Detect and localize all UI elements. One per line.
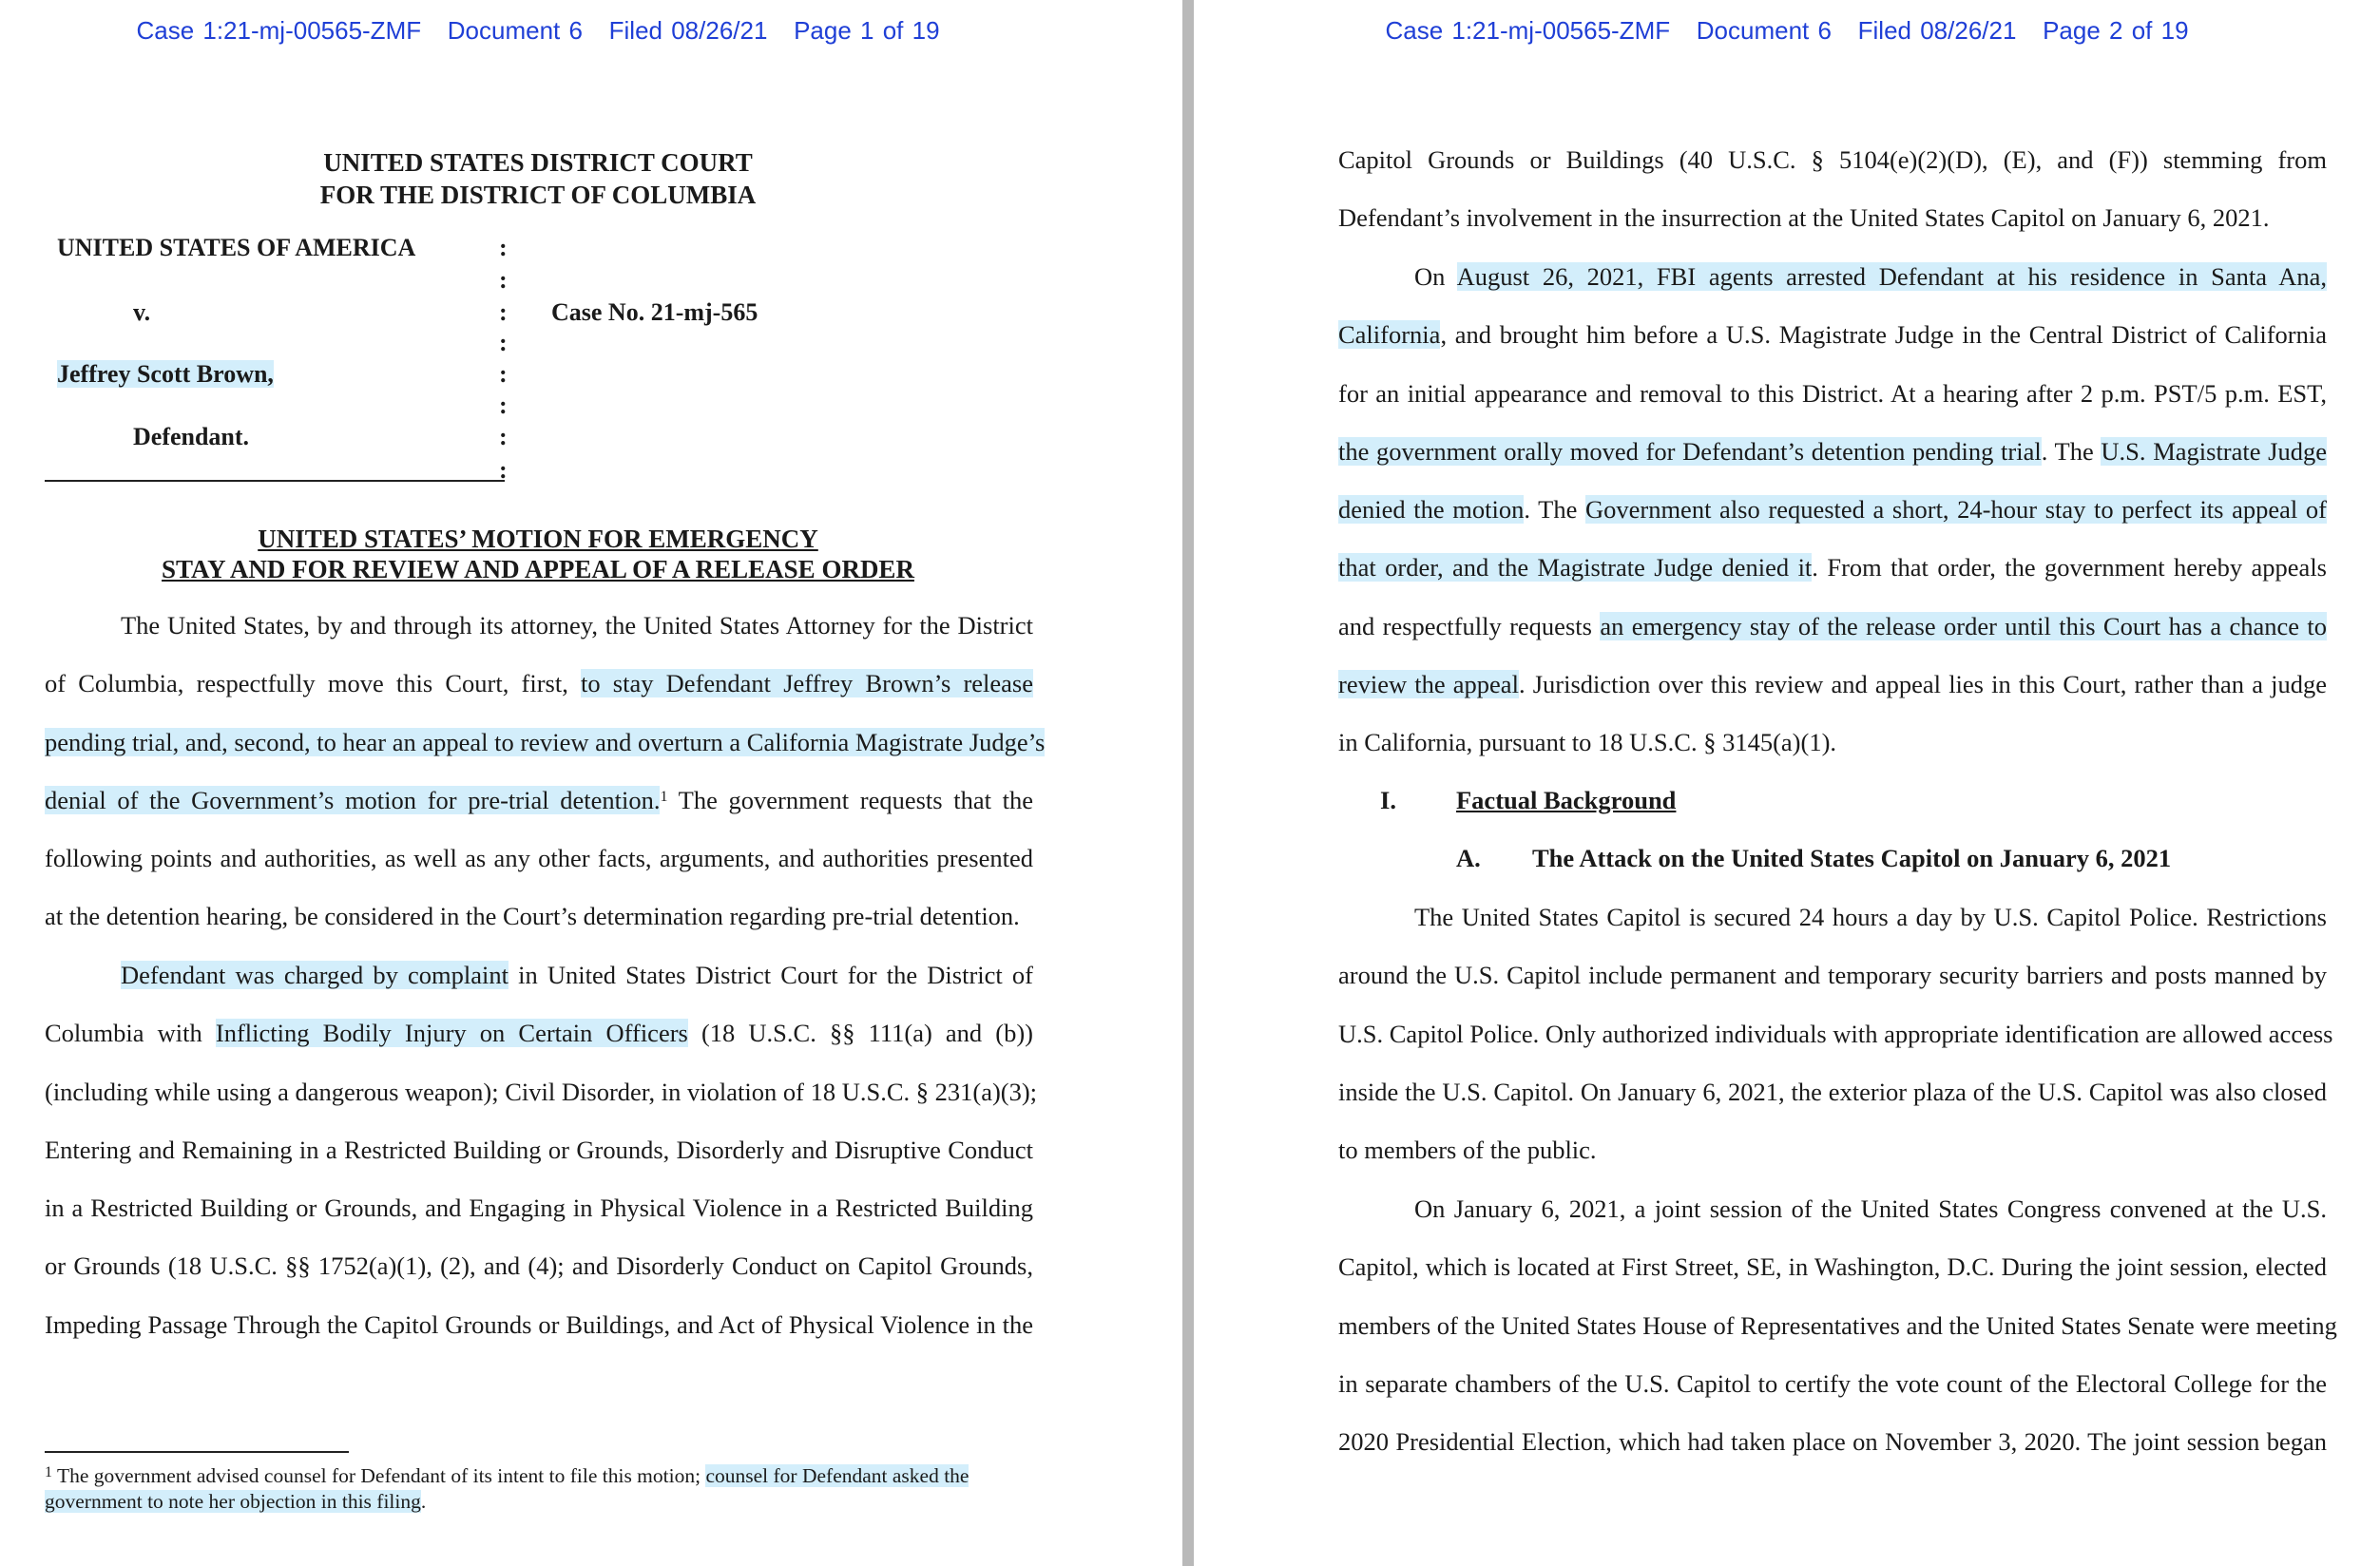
text-line: On January 6, 2021, a joint session of the United States Congress convened at the U.S. xyxy=(1414,1194,2327,1223)
text-line: Capitol Grounds or Buildings (40 U.S.C. § 5104(e)(2)(D), (E), and (F)) stemming from xyxy=(1338,145,2327,174)
text-line xyxy=(45,772,1033,830)
caption-colon: : xyxy=(499,266,508,294)
subsection-heading: The Attack on the United States Capitol on January 6, 2021 xyxy=(1532,844,2172,872)
footnote-reference[interactable]: 1 xyxy=(660,788,668,805)
text-line: Entering and Remaining in a Restricted Building or Grounds, Disorderly and Disruptive Conduct xyxy=(45,1135,1033,1164)
subsection-number: A. xyxy=(1456,844,1481,872)
section-heading: Factual Background xyxy=(1456,786,1677,814)
footnote-marker: 1 xyxy=(45,1464,52,1480)
caption-colon: : xyxy=(499,360,508,388)
highlight: August 26, 2021, FBI agents arrested Defendant at his residence in Santa Ana, xyxy=(1456,262,2327,291)
page-header: Case 1:21-mj-00565-ZMF Document 6 Filed 08/26/21 Page 1 of 19 xyxy=(136,16,940,45)
highlight: Government also requested a short, 24-hour stay to perfect its appeal of xyxy=(1584,495,2327,525)
caption-versus: v. xyxy=(133,298,151,326)
caption-colon: : xyxy=(499,392,508,419)
text-line: Impeding Passage Through the Capitol Grounds or Buildings, and Act of Physical Violence in the xyxy=(45,1309,1033,1339)
caption-colon: : xyxy=(499,423,508,450)
text-line: for an initial appearance and removal to this District. At a hearing after 2 p.m. PST/5 p.m. EST, xyxy=(1338,378,2327,408)
text-line: in a Restricted Building or Grounds, and Engaging in Physical Violence in a Restricted Building xyxy=(45,1194,1033,1223)
court-name xyxy=(0,146,1076,211)
text-line: The United States, by and through its attorney, the United States Attorney for the District xyxy=(121,611,1033,640)
highlight: pending trial, and, second, to hear an appeal to review and overturn a California Magistrate Judge’s xyxy=(45,727,1046,756)
caption-colon: : xyxy=(499,234,508,261)
highlight: an emergency stay of the release order until this Court has a chance to xyxy=(1600,611,2327,640)
text-line: Defendant’s involvement in the insurrection at the United States Capitol on January 6, 2021. xyxy=(1338,203,2270,233)
highlight: that order, and the Magistrate Judge denied it xyxy=(1338,553,1813,582)
text-line: The United States Capitol is secured 24 hours a day by U.S. Capitol Police. Restrictions xyxy=(1414,903,2327,931)
text-line xyxy=(1338,423,2327,481)
text-line: 2020 Presidential Election, which had taken place on November 3, 2020. The joint session began xyxy=(1338,1427,2327,1457)
text-span: in United States District Court for the District of xyxy=(509,961,1033,989)
highlight: Defendant was charged by complaint xyxy=(121,961,509,989)
footnote xyxy=(45,1463,1033,1515)
document-page-1 xyxy=(0,0,1182,1566)
highlight: denial of the Government’s motion for pre-trial detention. xyxy=(45,785,661,814)
text-line: in separate chambers of the U.S. Capitol to certify the vote count of the Electoral College for the xyxy=(1338,1368,2327,1398)
caption-rule xyxy=(45,480,505,482)
highlight: denied the motion xyxy=(1338,495,1525,525)
footnote-rule xyxy=(45,1451,349,1453)
text-line: Capitol, which is located at First Street, SE, in Washington, D.C. During the joint session, elected xyxy=(1338,1252,2327,1282)
arrest-paragraph xyxy=(1338,248,2327,773)
case-number: Case No. 21-mj-565 xyxy=(551,298,758,326)
caption-defendant-name xyxy=(57,360,274,389)
text-line xyxy=(1338,656,2327,714)
text-span: of Columbia, respectfully move this Court, first, xyxy=(45,669,582,698)
text-span: . The xyxy=(1524,495,1585,525)
charges-paragraph xyxy=(45,946,1038,1354)
caption-colon: : xyxy=(499,329,508,356)
text-span: Columbia with xyxy=(45,1019,216,1048)
text-line: members of the United States House of Representatives and the United States Senate were meeting xyxy=(1338,1310,2337,1340)
caption-defendant-label: Defendant. xyxy=(133,423,250,450)
caption-plaintiff: UNITED STATES OF AMERICA xyxy=(57,234,416,261)
highlight: U.S. Magistrate Judge xyxy=(2101,436,2327,466)
text-line: inside the U.S. Capitol. On January 6, 2021, the exterior plaza of the U.S. Capitol was also closed xyxy=(1338,1077,2327,1106)
text-span: On xyxy=(1414,262,1457,291)
text-line xyxy=(45,1004,1033,1062)
section-number: I. xyxy=(1380,786,1396,814)
text-span: . Jurisdiction over this review and appeal lies in this Court, rather than a judge xyxy=(1518,670,2328,699)
highlight: government to note her objection in this filing xyxy=(45,1490,421,1513)
text-line: around the U.S. Capitol include permanent and temporary security barriers and posts manned by xyxy=(1338,961,2327,990)
text-line xyxy=(1338,598,2327,656)
text-line xyxy=(45,655,1033,713)
highlight: counsel for Defendant asked the xyxy=(705,1464,969,1487)
continuation-paragraph xyxy=(1338,131,2327,248)
text-line: (including while using a dangerous weapon); Civil Disorder, in violation of 18 U.S.C. § 231(a)(3); xyxy=(45,1077,1038,1106)
motion-title-line-2: STAY AND FOR REVIEW AND APPEAL OF A RELEASE ORDER xyxy=(162,555,914,583)
defendant-name-highlight: Jeffrey Scott Brown, xyxy=(57,360,274,388)
text-span: . xyxy=(420,1490,427,1513)
text-line: or Grounds (18 U.S.C. §§ 1752(a)(1), (2), and (4); and Disorderly Conduct on Capitol Grounds, xyxy=(45,1251,1033,1281)
court-line-1: UNITED STATES DISTRICT COURT xyxy=(323,148,753,177)
highlight: California xyxy=(1338,320,1441,350)
text-span: The government requests that the xyxy=(667,785,1033,814)
text-span: The government advised counsel for Defendant of its intent to file this motion; xyxy=(52,1464,706,1487)
highlight: Inflicting Bodily Injury on Certain Officers xyxy=(215,1019,688,1048)
text-line: in California, pursuant to 18 U.S.C. § 3145(a)(1). xyxy=(1338,728,1837,757)
text-span: . The xyxy=(2041,436,2102,466)
text-line xyxy=(1338,539,2327,597)
security-paragraph xyxy=(1338,888,2333,1179)
text-line xyxy=(1338,248,2327,306)
highlight: to stay Defendant Jeffrey Brown’s release xyxy=(581,669,1033,698)
text-line xyxy=(45,714,1046,772)
text-span: and respectfully requests xyxy=(1338,611,1601,640)
highlight: review the appeal xyxy=(1338,670,1519,699)
motion-title-line-1: UNITED STATES’ MOTION FOR EMERGENCY xyxy=(258,525,818,553)
caption-colon: : xyxy=(499,456,508,484)
text-line xyxy=(1338,306,2327,364)
document-page-2 xyxy=(1194,0,2380,1566)
text-line: to members of the public. xyxy=(1338,1136,1597,1165)
page-divider xyxy=(1182,0,1194,1566)
text-span: , and brought him before a U.S. Magistrate Judge in the Central District of California xyxy=(1440,320,2327,350)
intro-paragraph xyxy=(45,597,1046,946)
text-line: at the detention hearing, be considered in the Court’s determination regarding pre-trial detention. xyxy=(45,902,1020,931)
text-span: (18 U.S.C. §§ 111(a) and (b)) xyxy=(687,1019,1034,1048)
text-line: U.S. Capitol Police. Only authorized individuals with appropriate identification are allowed access xyxy=(1338,1019,2333,1048)
text-span: . From that order, the government hereby appeals xyxy=(1812,553,2327,582)
text-line: following points and authorities, as well as any other facts, arguments, and authorities presented xyxy=(45,844,1033,873)
motion-title xyxy=(0,524,1076,584)
text-line xyxy=(45,946,1033,1004)
joint-session-paragraph xyxy=(1338,1180,2337,1471)
page-header: Case 1:21-mj-00565-ZMF Document 6 Filed 08/26/21 Page 2 of 19 xyxy=(1385,16,2189,45)
court-line-2: FOR THE DISTRICT OF COLUMBIA xyxy=(319,181,757,209)
caption-colon: : xyxy=(499,298,508,326)
text-line xyxy=(1338,481,2327,539)
highlight: the government orally moved for Defendant’s detention pending trial xyxy=(1338,436,2042,466)
